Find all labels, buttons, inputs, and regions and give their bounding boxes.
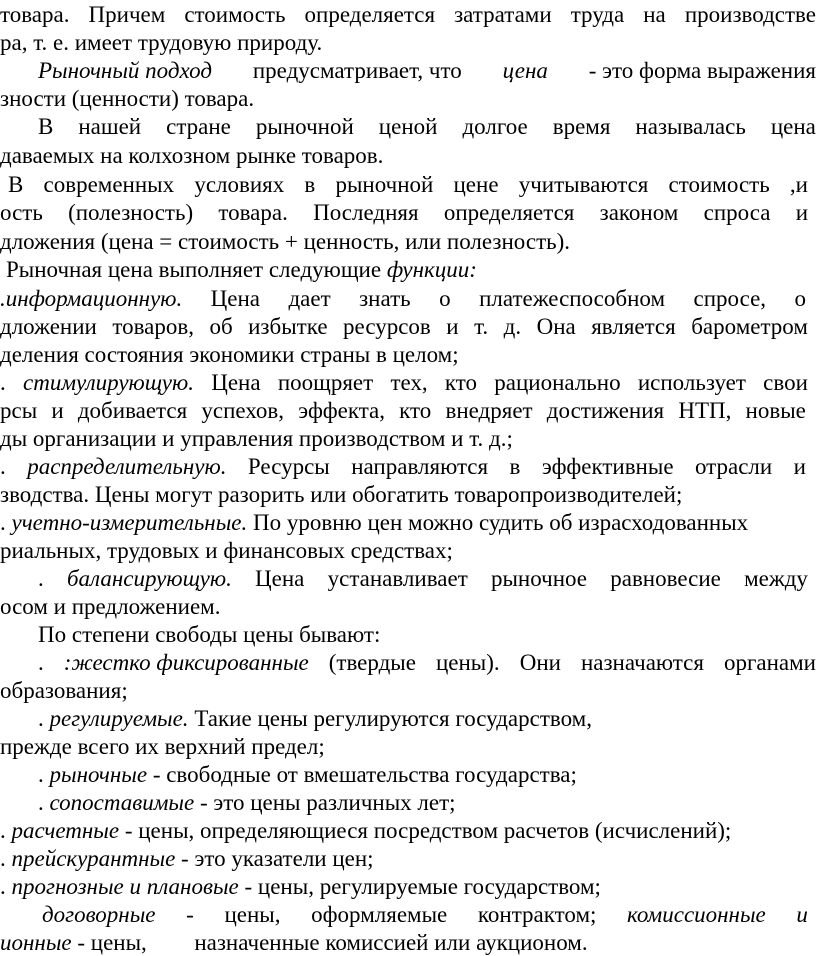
term-market-approach: Рыночный подход <box>38 58 212 83</box>
word: дает <box>288 286 331 311</box>
term-price: цена <box>502 58 548 83</box>
line-24-fixed <box>38 649 816 677</box>
line-33-contract <box>42 901 808 929</box>
word: товара. <box>0 2 70 27</box>
word: в <box>304 172 316 197</box>
dot: . <box>0 874 6 899</box>
text: - это указатели цен; <box>181 846 374 871</box>
dot: . <box>0 370 6 395</box>
line-22: осом и предложением. <box>0 594 221 619</box>
line-7 <box>8 171 808 199</box>
text: - цены, <box>77 930 147 955</box>
word: цена <box>770 114 816 139</box>
word: нашей <box>78 114 142 139</box>
word: тех, <box>390 370 428 395</box>
term-comparable: сопоставимые <box>49 790 195 815</box>
dot: . <box>38 566 44 591</box>
term-market: рыночные <box>49 762 148 787</box>
term-balancing: балансирующую. <box>66 566 232 591</box>
line-16: ды организации и управления производством и т. д.; <box>0 426 513 451</box>
line-25: образования; <box>0 678 128 703</box>
word: Цена <box>211 370 261 395</box>
word: Причем <box>88 2 166 27</box>
term-regulated: регулируемые. <box>49 706 189 731</box>
word: Ресурсы <box>247 454 330 479</box>
word: барометром <box>691 314 808 339</box>
term-contract: договорные <box>42 902 156 927</box>
text: Такие цены регулируются государством, <box>194 706 592 731</box>
line-30-calculated <box>0 817 816 845</box>
text: Рыночная цена выполняет следующие <box>6 257 382 282</box>
word: контрактом; <box>477 902 597 927</box>
word: эффективные <box>541 454 674 479</box>
line-2: ра, т. е. имеет трудовую природу. <box>0 30 323 55</box>
line-14-stimulating <box>0 369 808 397</box>
word: В <box>38 114 54 139</box>
word: Последняя <box>313 200 419 225</box>
word: внедряет <box>445 398 533 423</box>
word: отрасли <box>694 454 773 479</box>
word: д. <box>503 314 522 339</box>
word: ,и <box>789 172 808 197</box>
line-31-pricelist <box>0 845 816 873</box>
word: определяется <box>443 200 575 225</box>
word: рыночное <box>490 566 588 591</box>
word: долгое <box>462 114 528 139</box>
word: направляются <box>351 454 489 479</box>
word: и <box>51 398 64 423</box>
term-informational: .информационную. <box>0 286 183 311</box>
dot: . <box>38 650 44 675</box>
word: достижения <box>546 398 665 423</box>
term-forecast: прогнозные и плановые <box>11 874 239 899</box>
line-1 <box>0 1 816 29</box>
line-10 <box>6 256 816 284</box>
word: кто <box>444 370 478 395</box>
word: условиях <box>194 172 285 197</box>
text: предусматривает, что <box>252 58 462 83</box>
word: и <box>446 314 459 339</box>
dot: . <box>38 762 44 787</box>
word: платежеспособном <box>479 286 666 311</box>
word: избытке <box>248 314 328 339</box>
line-18: зводства. Цены могут разорить или обогатить товаропроизводителей; <box>0 482 683 507</box>
term-accounting: учетно-измерительные. <box>11 510 248 535</box>
text: - цены, регулируемые государством; <box>244 874 601 899</box>
word: (полезность) <box>68 200 194 225</box>
text: - это цены различных лет; <box>199 790 456 815</box>
word: товаров, <box>112 314 194 339</box>
dot: . <box>0 454 6 479</box>
text: - это форма выражения <box>588 58 816 83</box>
line-26-regulated <box>38 705 816 733</box>
text: По уровню цен можно судить об израсходованных <box>253 510 749 535</box>
word: ценой <box>378 114 438 139</box>
word: кто <box>399 398 432 423</box>
term-auction: ионные <box>0 930 72 955</box>
dot: . <box>0 846 6 871</box>
line-8 <box>0 199 808 227</box>
word: между <box>744 566 808 591</box>
word: (твердые <box>328 650 416 675</box>
word: затратами <box>454 2 552 27</box>
word: ресурсов <box>343 314 431 339</box>
word: время <box>552 114 611 139</box>
word: стоимость <box>184 2 286 27</box>
dot: . <box>0 818 6 843</box>
word: рсы <box>0 398 38 423</box>
word: труда <box>570 2 625 27</box>
word: Цена <box>255 566 305 591</box>
word: о <box>794 286 806 311</box>
term-distributive: распределительную. <box>27 454 227 479</box>
line-17-distributive <box>0 453 806 481</box>
word: рыночной <box>255 114 354 139</box>
term-pricelist: прейскурантные <box>11 846 176 871</box>
word: успехов, <box>201 398 285 423</box>
word: новые <box>745 398 806 423</box>
word: органами <box>723 650 816 675</box>
word: т. <box>474 314 489 339</box>
text: - свободные от вмешательства государства; <box>152 762 577 787</box>
word: стране <box>166 114 231 139</box>
line-13: деления состояния экономики страны в целом; <box>0 342 459 367</box>
line-29-comparable <box>38 789 816 817</box>
line-20: риальных, трудовых и финансовых средствах; <box>0 538 453 563</box>
word: и <box>793 454 806 479</box>
word: равновесие <box>610 566 721 591</box>
word: является <box>591 314 676 339</box>
line-4: зности (ценности) товара. <box>0 86 255 111</box>
dot: . <box>38 790 44 815</box>
word: спроса <box>703 200 771 225</box>
line-27: прежде всего их верхний предел; <box>0 734 325 759</box>
word: законом <box>599 200 679 225</box>
word: стоимость <box>668 172 770 197</box>
term-fixed: :жестко фиксированные <box>63 650 309 675</box>
term-calculated: расчетные <box>11 818 120 843</box>
line-15 <box>0 397 806 425</box>
word: использует <box>637 370 746 395</box>
line-19-accounting <box>0 509 816 537</box>
line-5 <box>38 113 816 141</box>
word: В <box>8 172 24 197</box>
word: товара. <box>218 200 288 225</box>
word: современных <box>43 172 175 197</box>
word: добивается <box>77 398 188 423</box>
text: - цены, определяющиеся посредством расчетов (исчислений); <box>124 818 732 843</box>
word: на <box>643 2 666 27</box>
line-11-informational <box>0 285 806 313</box>
term-commission: комиссионные <box>627 902 766 927</box>
dot: . <box>38 706 44 731</box>
word: цене <box>453 172 499 197</box>
line-28-market <box>38 761 816 789</box>
word: в <box>509 454 521 479</box>
word: о <box>439 286 451 311</box>
word: дложении <box>0 314 97 339</box>
word: НТП, <box>678 398 732 423</box>
word: рационально <box>494 370 621 395</box>
word: устанавливает <box>327 566 468 591</box>
word: знать <box>359 286 411 311</box>
word: Она <box>536 314 576 339</box>
word: оформляемые <box>311 902 448 927</box>
line-3-market-approach <box>38 57 816 85</box>
word: и <box>796 902 808 927</box>
line-32-forecast <box>0 873 816 901</box>
word: - <box>186 902 194 927</box>
line-9: дложения (цена = стоимость + ценность, или полезность). <box>0 229 571 254</box>
word: свои <box>763 370 808 395</box>
word: рыночной <box>335 172 434 197</box>
line-12 <box>0 313 808 341</box>
word: эффекта, <box>298 398 385 423</box>
line-23: По степени свободы цены бывают: <box>38 622 381 647</box>
dot: . <box>0 510 6 535</box>
word: назначаются <box>580 650 704 675</box>
word: об <box>209 314 233 339</box>
line-21-balancing <box>38 565 808 593</box>
word: ость <box>0 200 43 225</box>
word: производстве <box>684 2 816 27</box>
word: называлась <box>635 114 746 139</box>
term-functions: функции: <box>386 257 477 282</box>
word: цены). <box>435 650 500 675</box>
text: назначенные комиссией или аукционом. <box>194 930 588 955</box>
word: поощряет <box>277 370 374 395</box>
line-6: даваемых на колхозном рынке товаров. <box>0 143 384 168</box>
word: Цена <box>210 286 261 311</box>
word: учитываются <box>518 172 649 197</box>
line-34-auction <box>0 929 816 956</box>
term-stimulating: стимулирующую. <box>23 370 194 395</box>
word: определяется <box>304 2 436 27</box>
word: цены, <box>224 902 281 927</box>
word: и <box>795 200 808 225</box>
word: Они <box>519 650 561 675</box>
word: спросе, <box>693 286 767 311</box>
